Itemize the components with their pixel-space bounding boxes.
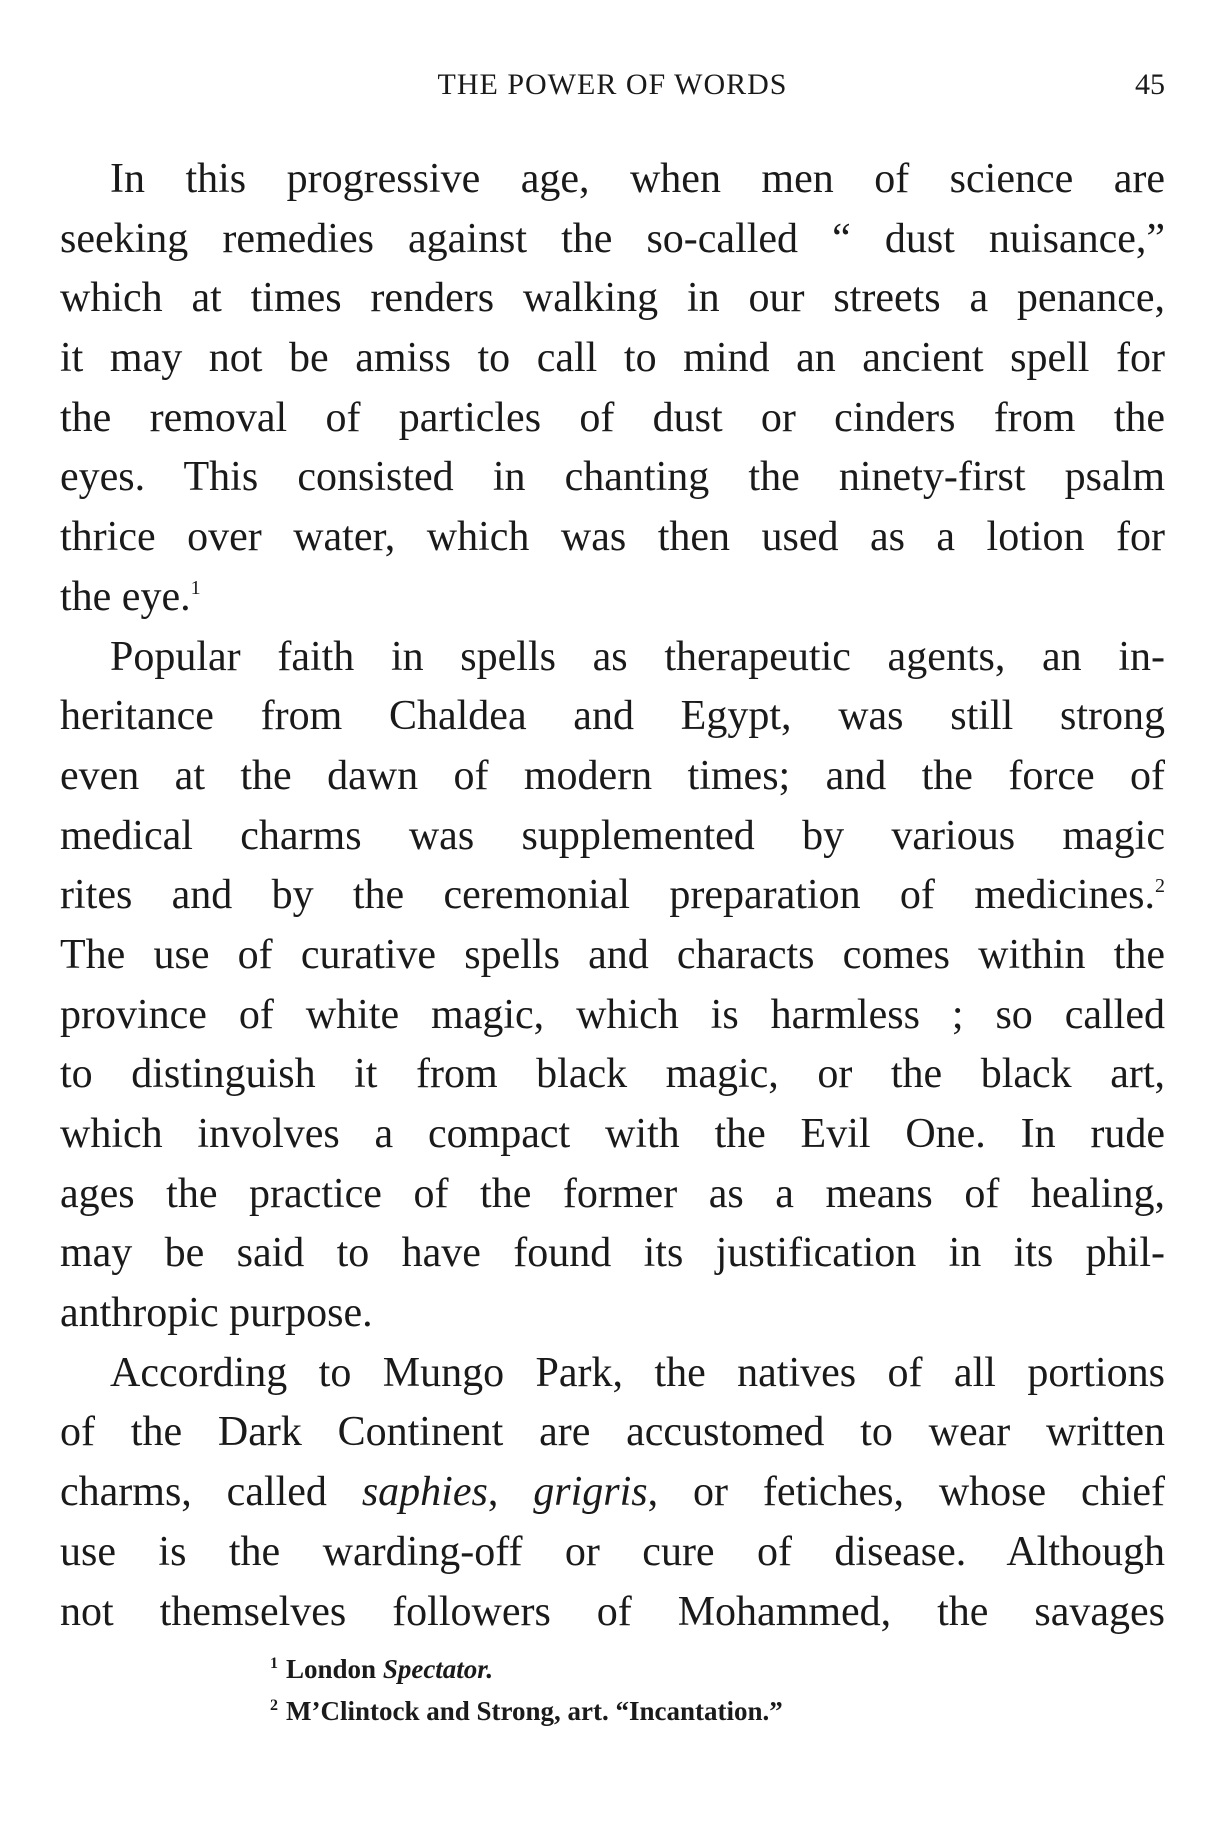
text-line: heritance from Chaldea and Egypt, was still strong xyxy=(60,693,1165,740)
footnote-2 xyxy=(270,1690,1070,1732)
body-text xyxy=(60,150,1165,1642)
line-text: the eye. xyxy=(60,573,191,620)
line-text: , xyxy=(487,1469,534,1516)
text-line: not themselves followers of Mohammed, the savages xyxy=(60,1588,1165,1635)
text-line xyxy=(60,568,1165,628)
text-line: medical charms was supplemented by various magic xyxy=(60,812,1165,859)
text-line: seeking remedies against the so-called “ dust nuisance,” xyxy=(60,215,1165,262)
text-line: to distinguish it from black magic, or the black art, xyxy=(60,1051,1165,1098)
footnote-marker: 1 xyxy=(270,1655,278,1672)
text-line: may be said to have found its justification in its phil- xyxy=(60,1230,1165,1277)
text-line: eyes. This consisted in chanting the ninety-first psalm xyxy=(60,454,1165,501)
footnote-ref: 1 xyxy=(190,576,201,599)
footnotes xyxy=(270,1648,1070,1732)
footnote-marker: 2 xyxy=(270,1697,278,1714)
italic-term: saphies xyxy=(361,1469,488,1516)
running-title: THE POWER OF WORDS xyxy=(437,68,788,101)
footnote-text: London xyxy=(286,1654,383,1684)
text-line: even at the dawn of modern times; and the force of xyxy=(60,752,1165,799)
text-line: anthropic purpose. xyxy=(60,1290,373,1337)
text-line: The use of curative spells and characts comes within the xyxy=(60,931,1165,978)
text-line: which at times renders walking in our streets a penance, xyxy=(60,275,1165,322)
line-text: charms, called xyxy=(60,1469,362,1516)
line-text: rites and by the ceremonial preparation of medicines. xyxy=(60,872,1155,919)
footnote-1 xyxy=(270,1648,1070,1690)
text-line: it may not be amiss to call to mind an ancient spell for xyxy=(60,335,1165,382)
text-line: province of white magic, which is harmless ; so called xyxy=(60,991,1165,1038)
text-line: thrice over water, which was then used as a lotion for xyxy=(60,514,1165,561)
footnote-ref: 2 xyxy=(1155,875,1165,898)
text-line: ages the practice of the former as a means of healing, xyxy=(60,1170,1165,1217)
italic-term: grigris xyxy=(533,1469,648,1516)
text-line xyxy=(60,866,1165,926)
footnote-text: M’Clintock and Strong, art. “Incantation.” xyxy=(286,1696,783,1726)
page-number: 45 xyxy=(1135,68,1165,101)
text-line: According to Mungo Park, the natives of all portions xyxy=(110,1349,1165,1396)
text-line: use is the warding-off or cure of disease. Although xyxy=(60,1528,1165,1575)
page-header xyxy=(60,68,1165,108)
text-line xyxy=(60,1463,1165,1523)
text-line: In this progressive age, when men of science are xyxy=(110,156,1165,202)
line-text: , or fetiches, whose chief xyxy=(647,1469,1165,1516)
text-line: the removal of particles of dust or cinders from the xyxy=(60,394,1165,441)
text-line: which involves a compact with the Evil One. In rude xyxy=(60,1111,1165,1157)
text-line: of the Dark Continent are accustomed to wear written xyxy=(60,1409,1165,1456)
footnote-italic: Spectator. xyxy=(382,1654,494,1684)
text-line: Popular faith in spells as therapeutic agents, an in- xyxy=(110,633,1165,680)
